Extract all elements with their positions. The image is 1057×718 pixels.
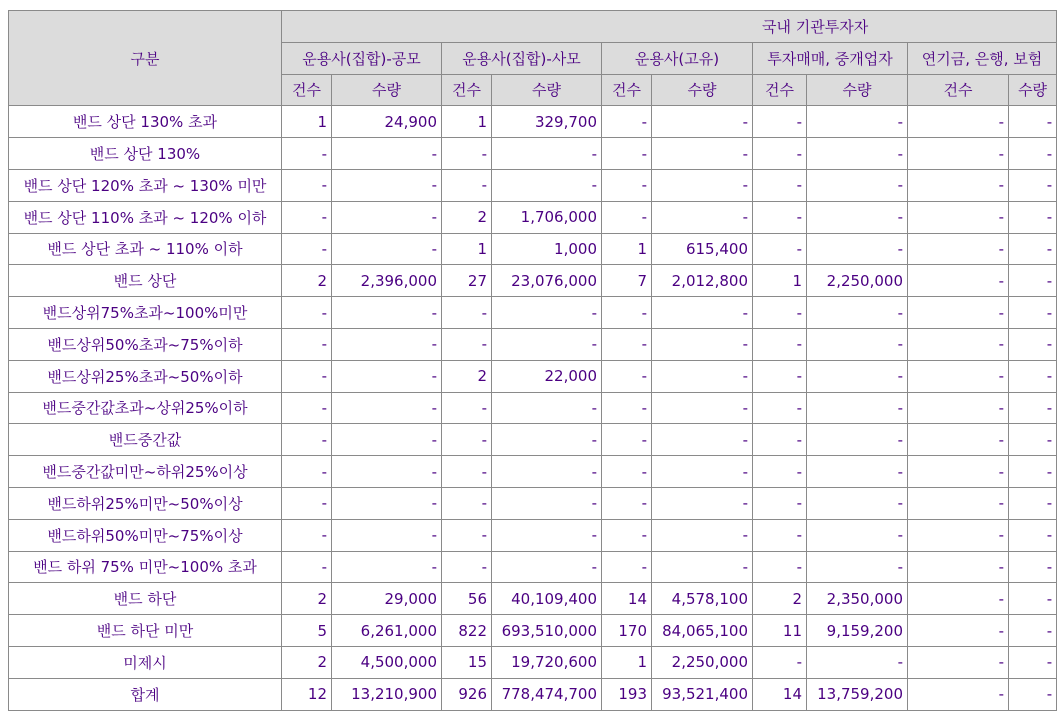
qty-cell: - <box>1009 583 1057 615</box>
count-cell: - <box>908 583 1009 615</box>
qty-cell: 6,261,000 <box>332 615 442 647</box>
count-cell: 27 <box>442 265 492 297</box>
count-cell: 11 <box>753 615 807 647</box>
count-cell: - <box>753 519 807 551</box>
qty-cell: - <box>652 487 753 519</box>
subgroup-header: 운용사(집합)-공모 <box>282 42 442 74</box>
qty-cell: 93,521,400 <box>652 678 753 710</box>
qty-cell: - <box>807 138 908 170</box>
count-cell: - <box>753 297 807 329</box>
count-cell: 2 <box>442 201 492 233</box>
row-label: 밴드중간값초과~상위25%이하 <box>9 392 282 424</box>
count-cell: - <box>908 646 1009 678</box>
table-row <box>9 519 1057 551</box>
table-row <box>9 106 1057 138</box>
qty-cell: - <box>652 328 753 360</box>
count-cell: - <box>602 456 652 488</box>
subgroup-header: 운용사(집합)-사모 <box>442 42 602 74</box>
count-cell: 56 <box>442 583 492 615</box>
count-cell: - <box>442 424 492 456</box>
qty-cell: - <box>807 201 908 233</box>
count-cell: - <box>908 392 1009 424</box>
table-row <box>9 233 1057 265</box>
qty-cell: - <box>492 297 602 329</box>
qty-cell: 1,706,000 <box>492 201 602 233</box>
count-cell: - <box>908 169 1009 201</box>
qty-cell: - <box>492 328 602 360</box>
qty-cell: - <box>1009 297 1057 329</box>
count-cell: - <box>602 169 652 201</box>
count-cell: 822 <box>442 615 492 647</box>
count-cell: - <box>602 424 652 456</box>
qty-cell: 23,076,000 <box>492 265 602 297</box>
qty-cell: - <box>652 360 753 392</box>
qty-cell: 2,250,000 <box>652 646 753 678</box>
table-row <box>9 456 1057 488</box>
table-row <box>9 297 1057 329</box>
count-cell: - <box>908 233 1009 265</box>
table-row <box>9 265 1057 297</box>
qty-cell: - <box>492 138 602 170</box>
count-cell: - <box>602 360 652 392</box>
qty-cell: 329,700 <box>492 106 602 138</box>
count-cell: - <box>753 106 807 138</box>
qty-cell: - <box>332 360 442 392</box>
count-cell: - <box>753 646 807 678</box>
table-row <box>9 360 1057 392</box>
count-cell: - <box>282 424 332 456</box>
qty-cell: - <box>332 392 442 424</box>
count-cell: - <box>602 551 652 583</box>
row-label: 밴드 상단 110% 초과 ~ 120% 이하 <box>9 201 282 233</box>
qty-cell: - <box>1009 551 1057 583</box>
qty-cell: - <box>807 106 908 138</box>
qty-cell: - <box>807 328 908 360</box>
qty-cell: 1,000 <box>492 233 602 265</box>
count-cell: - <box>908 106 1009 138</box>
qty-cell: - <box>807 360 908 392</box>
count-cell: - <box>602 519 652 551</box>
count-header: 건수 <box>753 74 807 106</box>
table-row <box>9 392 1057 424</box>
qty-cell: - <box>652 456 753 488</box>
qty-cell: - <box>807 169 908 201</box>
count-cell: 1 <box>282 106 332 138</box>
count-cell: - <box>602 487 652 519</box>
count-cell: 2 <box>753 583 807 615</box>
count-cell: 1 <box>753 265 807 297</box>
count-cell: 1 <box>602 233 652 265</box>
qty-cell: - <box>332 233 442 265</box>
count-cell: - <box>908 360 1009 392</box>
investor-group-header: 국내 기관투자자 <box>282 11 1057 43</box>
count-cell: - <box>442 169 492 201</box>
qty-cell: - <box>807 456 908 488</box>
count-cell: - <box>282 233 332 265</box>
count-cell: - <box>602 328 652 360</box>
count-cell: 14 <box>753 678 807 710</box>
qty-cell: - <box>332 169 442 201</box>
row-label: 밴드 하위 75% 미만~100% 초과 <box>9 551 282 583</box>
row-label: 합계 <box>9 678 282 710</box>
qty-cell: - <box>807 297 908 329</box>
row-label: 밴드상위75%초과~100%미만 <box>9 297 282 329</box>
qty-cell: - <box>332 456 442 488</box>
row-label: 밴드 하단 미만 <box>9 615 282 647</box>
count-cell: - <box>442 551 492 583</box>
qty-cell: 615,400 <box>652 233 753 265</box>
qty-cell: - <box>332 138 442 170</box>
count-cell: - <box>442 138 492 170</box>
table-row <box>9 424 1057 456</box>
count-cell: - <box>908 551 1009 583</box>
qty-cell: - <box>492 551 602 583</box>
qty-header: 수량 <box>807 74 908 106</box>
count-cell: 170 <box>602 615 652 647</box>
count-cell: - <box>908 201 1009 233</box>
qty-cell: 4,578,100 <box>652 583 753 615</box>
qty-cell: - <box>332 328 442 360</box>
count-cell: - <box>753 233 807 265</box>
count-cell: - <box>908 519 1009 551</box>
qty-cell: - <box>1009 233 1057 265</box>
qty-cell: - <box>1009 678 1057 710</box>
row-label: 밴드하위50%미만~75%이상 <box>9 519 282 551</box>
count-cell: 926 <box>442 678 492 710</box>
subgroup-header: 투자매매, 중개업자 <box>753 42 908 74</box>
count-cell: - <box>442 328 492 360</box>
qty-cell: 778,474,700 <box>492 678 602 710</box>
table-row <box>9 678 1057 710</box>
count-cell: - <box>602 392 652 424</box>
row-label: 밴드상위50%초과~75%이하 <box>9 328 282 360</box>
qty-header: 수량 <box>1009 74 1057 106</box>
qty-cell: - <box>492 519 602 551</box>
qty-cell: 693,510,000 <box>492 615 602 647</box>
count-cell: - <box>602 201 652 233</box>
qty-cell: - <box>1009 487 1057 519</box>
qty-cell: 13,210,900 <box>332 678 442 710</box>
qty-cell: - <box>492 487 602 519</box>
count-cell: 193 <box>602 678 652 710</box>
qty-cell: - <box>492 424 602 456</box>
row-label: 밴드 하단 <box>9 583 282 615</box>
qty-cell: - <box>332 519 442 551</box>
count-cell: - <box>282 392 332 424</box>
qty-cell: - <box>1009 201 1057 233</box>
subgroup-header: 운용사(고유) <box>602 42 753 74</box>
qty-cell: - <box>807 519 908 551</box>
qty-cell: - <box>652 297 753 329</box>
count-cell: - <box>753 424 807 456</box>
count-cell: - <box>442 392 492 424</box>
count-cell: - <box>282 201 332 233</box>
qty-cell: - <box>1009 360 1057 392</box>
table-row <box>9 646 1057 678</box>
qty-cell: 29,000 <box>332 583 442 615</box>
count-cell: - <box>282 487 332 519</box>
count-cell: - <box>282 169 332 201</box>
count-cell: - <box>753 392 807 424</box>
qty-cell: 2,250,000 <box>807 265 908 297</box>
category-header: 구분 <box>9 11 282 106</box>
count-cell: 7 <box>602 265 652 297</box>
count-cell: - <box>282 297 332 329</box>
table-row <box>9 615 1057 647</box>
subgroup-header: 연기금, 은행, 보험 <box>908 42 1057 74</box>
table-row <box>9 487 1057 519</box>
count-cell: - <box>908 297 1009 329</box>
qty-cell: - <box>652 392 753 424</box>
qty-cell: - <box>1009 328 1057 360</box>
qty-cell: - <box>652 201 753 233</box>
demand-forecast-table <box>8 10 1057 711</box>
qty-cell: - <box>332 201 442 233</box>
qty-cell: - <box>652 551 753 583</box>
qty-cell: - <box>652 169 753 201</box>
qty-cell: - <box>807 424 908 456</box>
qty-cell: - <box>807 487 908 519</box>
count-header: 건수 <box>442 74 492 106</box>
table-row <box>9 169 1057 201</box>
qty-header: 수량 <box>492 74 602 106</box>
count-header: 건수 <box>282 74 332 106</box>
count-cell: - <box>282 138 332 170</box>
qty-cell: - <box>492 392 602 424</box>
count-cell: 2 <box>282 265 332 297</box>
count-header: 건수 <box>602 74 652 106</box>
qty-cell: - <box>332 487 442 519</box>
qty-cell: 2,396,000 <box>332 265 442 297</box>
qty-cell: - <box>807 646 908 678</box>
count-cell: 5 <box>282 615 332 647</box>
count-cell: - <box>282 551 332 583</box>
count-cell: 15 <box>442 646 492 678</box>
qty-cell: - <box>652 519 753 551</box>
count-cell: - <box>753 201 807 233</box>
row-label: 밴드 상단 130% 초과 <box>9 106 282 138</box>
qty-cell: - <box>1009 519 1057 551</box>
qty-cell: - <box>1009 106 1057 138</box>
qty-cell: 9,159,200 <box>807 615 908 647</box>
qty-cell: - <box>1009 456 1057 488</box>
count-cell: - <box>602 138 652 170</box>
count-cell: - <box>442 456 492 488</box>
count-cell: - <box>753 328 807 360</box>
row-label: 밴드 상단 130% <box>9 138 282 170</box>
qty-cell: - <box>807 233 908 265</box>
count-cell: - <box>908 424 1009 456</box>
count-cell: 1 <box>602 646 652 678</box>
qty-cell: - <box>492 169 602 201</box>
qty-cell: - <box>1009 392 1057 424</box>
qty-cell: - <box>807 551 908 583</box>
count-cell: - <box>442 519 492 551</box>
qty-cell: - <box>1009 265 1057 297</box>
qty-cell: - <box>332 424 442 456</box>
count-header: 건수 <box>908 74 1009 106</box>
count-cell: 12 <box>282 678 332 710</box>
qty-cell: - <box>492 456 602 488</box>
count-cell: - <box>908 456 1009 488</box>
qty-cell: 40,109,400 <box>492 583 602 615</box>
count-cell: 2 <box>442 360 492 392</box>
count-cell: - <box>908 138 1009 170</box>
qty-cell: - <box>1009 646 1057 678</box>
count-cell: - <box>282 456 332 488</box>
qty-cell: 4,500,000 <box>332 646 442 678</box>
count-cell: - <box>753 138 807 170</box>
count-cell: - <box>908 328 1009 360</box>
count-cell: - <box>753 551 807 583</box>
count-cell: - <box>908 487 1009 519</box>
count-cell: - <box>282 328 332 360</box>
qty-cell: 19,720,600 <box>492 646 602 678</box>
qty-cell: - <box>807 392 908 424</box>
qty-cell: 2,350,000 <box>807 583 908 615</box>
qty-header: 수량 <box>652 74 753 106</box>
table-row <box>9 551 1057 583</box>
qty-cell: 22,000 <box>492 360 602 392</box>
row-label: 밴드 상단 <box>9 265 282 297</box>
qty-cell: - <box>332 551 442 583</box>
qty-cell: 24,900 <box>332 106 442 138</box>
qty-cell: - <box>652 106 753 138</box>
count-cell: 1 <box>442 233 492 265</box>
table-row <box>9 328 1057 360</box>
row-label: 밴드상위25%초과~50%이하 <box>9 360 282 392</box>
row-label: 밴드하위25%미만~50%이상 <box>9 487 282 519</box>
row-label: 밴드중간값미만~하위25%이상 <box>9 456 282 488</box>
count-cell: - <box>908 678 1009 710</box>
count-cell: - <box>602 106 652 138</box>
count-cell: - <box>753 169 807 201</box>
count-cell: 2 <box>282 646 332 678</box>
qty-cell: - <box>1009 424 1057 456</box>
count-cell: 1 <box>442 106 492 138</box>
row-label: 밴드중간값 <box>9 424 282 456</box>
count-cell: 2 <box>282 583 332 615</box>
qty-cell: - <box>1009 138 1057 170</box>
count-cell: - <box>753 360 807 392</box>
count-cell: - <box>908 615 1009 647</box>
qty-cell: 2,012,800 <box>652 265 753 297</box>
qty-header: 수량 <box>332 74 442 106</box>
count-cell: - <box>753 487 807 519</box>
table-row <box>9 201 1057 233</box>
table-row <box>9 583 1057 615</box>
qty-cell: 13,759,200 <box>807 678 908 710</box>
count-cell: 14 <box>602 583 652 615</box>
count-cell: - <box>908 265 1009 297</box>
count-cell: - <box>602 297 652 329</box>
count-cell: - <box>442 487 492 519</box>
qty-cell: - <box>332 297 442 329</box>
qty-cell: - <box>652 424 753 456</box>
row-label: 미제시 <box>9 646 282 678</box>
count-cell: - <box>442 297 492 329</box>
table-row <box>9 138 1057 170</box>
row-label: 밴드 상단 120% 초과 ~ 130% 미만 <box>9 169 282 201</box>
qty-cell: - <box>1009 169 1057 201</box>
count-cell: - <box>282 519 332 551</box>
count-cell: - <box>753 456 807 488</box>
count-cell: - <box>282 360 332 392</box>
row-label: 밴드 상단 초과 ~ 110% 이하 <box>9 233 282 265</box>
qty-cell: - <box>652 138 753 170</box>
qty-cell: - <box>1009 615 1057 647</box>
qty-cell: 84,065,100 <box>652 615 753 647</box>
table-body <box>9 106 1057 710</box>
